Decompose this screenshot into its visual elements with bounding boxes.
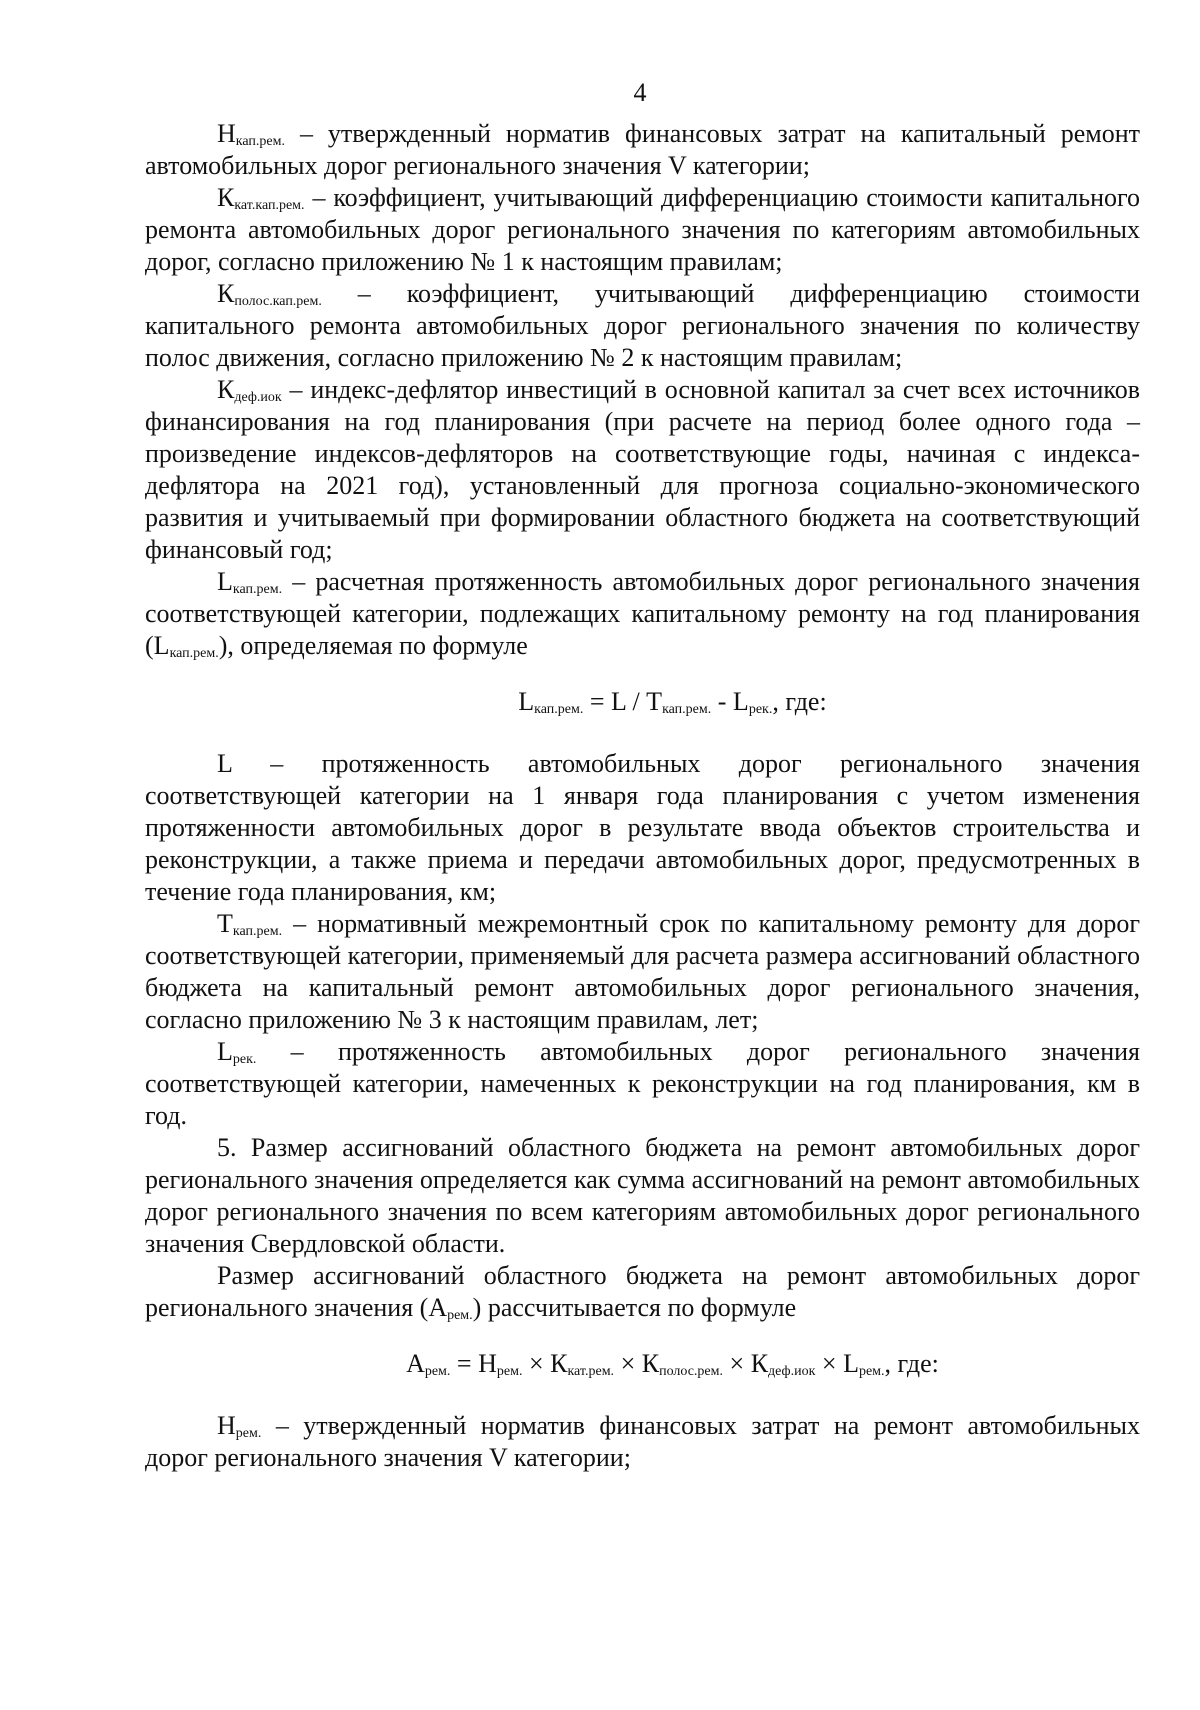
- formula-l-kap-rem: $L_{кап.рем.} = L / Т_{кап.рем.} - L_{рек.}$, где:: [518, 687, 827, 717]
- definition-l-rek: $L_{рек.}$ – протяженность автомобильных дорог регионального значения соответствующей категории, намеченных к реконструкции на год планирования, км в год.: [145, 1037, 1140, 1130]
- paragraph-5: 5. Размер ассигнований областного бюджета на ремонт автомобильных дорог регионального значения определяется как сумма ассигнований на ремонт автомобильных дорог регионального значения по всем категориям автомобильных дорог регионального значения Свердловской области.: [145, 1133, 1140, 1258]
- page-number: 4: [633, 78, 647, 107]
- paragraph-a-rem: Размер ассигнований областного бюджета на ремонт автомобильных дорог регионального значения $(А_{рем.})$ рассчитывается по формуле: [145, 1261, 1140, 1323]
- definition-k-polos-kap-rem: $К_{полос.кап.рем.}$ – коэффициент, учитывающий дифференциацию стоимости капитального ремонта автомобильных дорог регионального значения по количеству полос движения, согласно приложению № 2 к настоящим правилам;: [145, 279, 1140, 372]
- symbol: $L_{рек.}$: [217, 1037, 257, 1067]
- symbol: $Т_{кап.рем.}$: [217, 909, 283, 939]
- symbol: $Н_{рем.}$: [217, 1411, 262, 1441]
- definition-l: L – протяженность автомобильных дорог регионального значения соответствующей категории на 1 января года планирования с учетом изменения протяженности автомобильных дорог в результате ввода объектов строительства и реконструкции, а также приема и передачи автомобильных дорог, предусмотренных в течение года планирования, км;: [145, 749, 1140, 906]
- definition-t-kap-rem: $Т_{кап.рем.}$ – нормативный межремонтный срок по капитальному ремонту для дорог соответствующей категории, применяемый для расчета размера ассигнований областного бюджета на капитальный ремонт автомобильных дорог регионального значения, согласно приложению № 3 к настоящим правилам, лет;: [145, 909, 1140, 1034]
- definition-n-rem: $Н_{рем.}$ – утвержденный норматив финансовых затрат на ремонт автомобильных дорог регионального значения V категории;: [145, 1411, 1140, 1472]
- symbol: $К_{деф.иок}$: [217, 375, 282, 405]
- symbol: $L_{кап.рем.}$: [217, 567, 283, 597]
- document-body: [145, 118, 1140, 1474]
- definition-n-kap-rem: $Н_{кап.рем.}$ – утвержденный норматив финансовых затрат на капитальный ремонт автомобильных дорог регионального значения V категории;: [145, 119, 1140, 180]
- definition-l-kap-rem: $L_{кап.рем.}$ – расчетная протяженность автомобильных дорог регионального значения соответствующей категории, подлежащих капитальному ремонту на год планирования $(L_{кап.рем.})$, определяемая по формуле: [145, 567, 1140, 661]
- definition-k-kat-kap-rem: $К_{кат.кап.рем.}$ – коэффициент, учитывающий дифференциацию стоимости капитального ремонта автомобильных дорог регионального значения по категориям автомобильных дорог, согласно приложению № 1 к настоящим правилам;: [145, 183, 1140, 276]
- formula-a-rem: $А_{рем.} = Н_{рем.} \times К_{кат.рем.} \times К_{полос.рем.} \times К_{деф.иок} \times L_{рем.}$, где:: [406, 1349, 939, 1379]
- symbol: L: [217, 749, 232, 778]
- definition-k-def-iok: $К_{деф.иок}$ – индекс-дефлятор инвестиций в основной капитал за счет всех источников финансирования на год планирования (при расчете на период более одного года – произведение индексов-дефляторов на соответствующие годы, начиная с индекса-дефлятора на 2021 год), установленный для прогноза социально-экономического развития и учитываемый при формировании областного бюджета на соответствующий финансовый год;: [145, 375, 1140, 564]
- symbol: $К_{полос.кап.рем.}$: [217, 279, 322, 309]
- symbol: $Н_{кап.рем.}$: [217, 119, 285, 149]
- symbol: $К_{кат.кап.рем.}$: [217, 183, 305, 213]
